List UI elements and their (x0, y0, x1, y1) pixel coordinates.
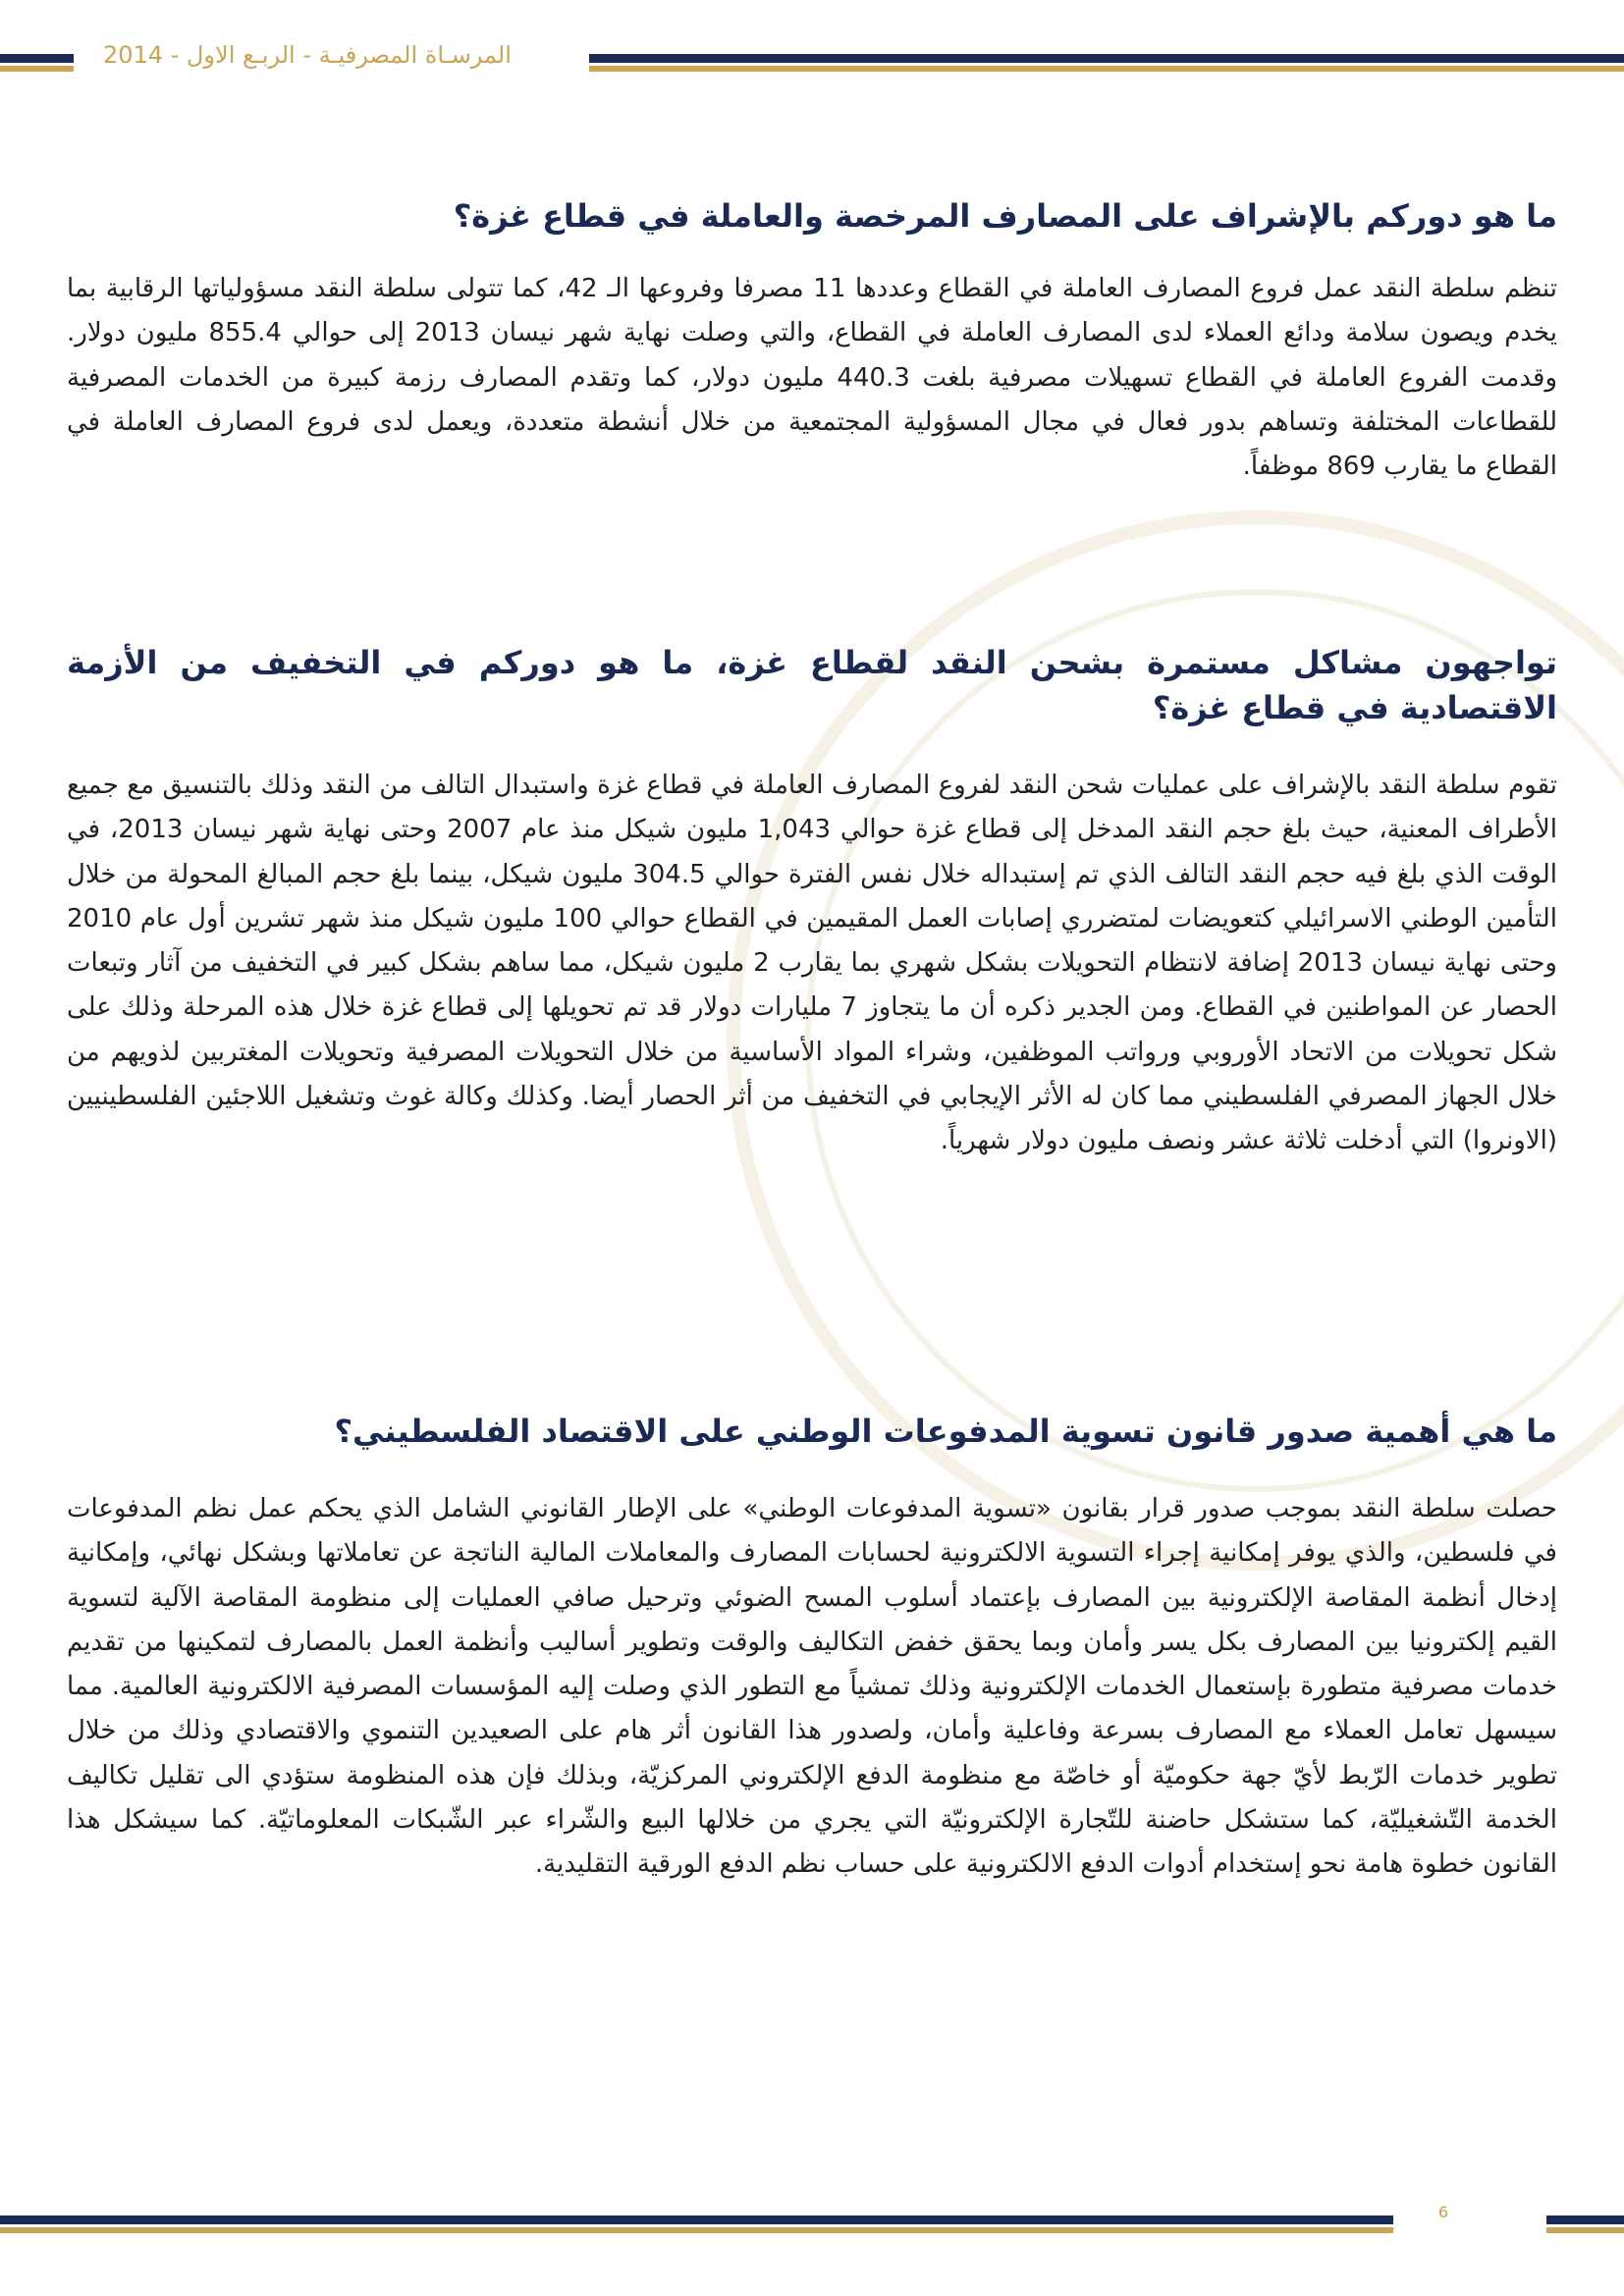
section-heading: ما هو دوركم بالإشراف على المصارف المرخصة والعاملة في قطاع غزة؟ (453, 197, 1557, 235)
section-paragraph: حصلت سلطة النقد بموجب صدور قرار بقانون «تسوية المدفوعات الوطني» على الإطار القانوني الشامل الذي يحكم عمل نظم المدفوعات في فلسطين، والذي يوفر إمكانية إجراء التسوية الالكترونية لحسابات المصارف والمعاملات المالية الناتجة عن تعاملاتها وبشكل نهائي، وإمكانية إدخال أنظمة المقاصة الإلكترونية بين المصارف بإعتماد أسلوب المسح الضوئي وترحيل صافي العمليات إلى منظومة المقاصة الآلية لتسوية القيم إلكترونيا بين المصارف بكل يسر وأمان وبما يحقق خفض التكاليف والوقت وتطوير أساليب وأنظمة العمل بالمصارف لتمكينها من تقديم خدمات مصرفية متطورة بإستعمال الخدمات الإلكترونية وذلك تمشياً مع التطور الذي وصلت إليه المؤسسات المصرفية الالكترونية العالمية. مما سيسهل تعامل العملاء مع المصارف بسرعة وفاعلية وأمان، ولصدور هذا القانون أثر هام على الصعيدين التنموي والاقتصادي وذلك من خلال تطوير خدمات الرّبط لأيّ جهة حكوميّة أو خاصّة مع منظومة الدفع الإلكتروني المركزيّة، وبذلك فإن هذه المنظومة ستؤدي الى تقليل تكاليف الخدمة التّشغيليّة، كما ستشكل حاضنة للتّجارة الإلكترونيّة التي يجري من خلالها البيع والشّراء عبر الشّبكات المعلوماتيّة. كما سيشكل هذا القانون خطوة هامة نحو إستخدام أدوات الدفع الالكترونية على حساب نظم الدفع الورقية التقليدية. (67, 1494, 1557, 1880)
section-supervision-body (67, 267, 1557, 489)
section-cash-shipment (67, 640, 1557, 730)
section-supervision (67, 193, 1557, 239)
section-heading: ما هي أهمية صدور قانون تسوية المدفوعات الوطني على الاقتصاد الفلسطيني؟ (334, 1413, 1557, 1450)
footer-rule-left (0, 2216, 1393, 2233)
footer-rule-right (1546, 2216, 1624, 2233)
header-rule-left (0, 54, 74, 72)
section-cash-shipment-body (67, 764, 1557, 1164)
section-payments-law (67, 1409, 1557, 1454)
section-payments-law-body (67, 1487, 1557, 1888)
page-number: 6 (1437, 2203, 1449, 2221)
running-head: المرسـاة المصرفيـة - الربـع الاول - 2014 (103, 41, 512, 69)
section-heading: تواجهون مشاكل مستمرة بشحن النقد لقطاع غزة، ما هو دوركم في التخفيف من الأزمة الاقتصادية في قطاع غزة؟ (67, 644, 1557, 726)
section-paragraph: تقوم سلطة النقد بالإشراف على عمليات شحن النقد لفروع المصارف العاملة في قطاع غزة واستبدال التالف من النقد وذلك بالتنسيق مع جميع الأطراف المعنية، حيث بلغ حجم النقد المدخل إلى قطاع غزة حوالي 1,043 مليون شيكل منذ عام 2007 وحتى نهاية شهر نيسان 2013، في الوقت الذي بلغ فيه حجم النقد التالف الذي تم إستبداله خلال نفس الفترة حوالي 304.5 مليون شيكل، بينما بلغ حجم المبالغ المحولة من خلال التأمين الوطني الاسرائيلي كتعويضات لمتضرري إصابات العمل المقيمين في القطاع حوالي 100 مليون شيكل منذ شهر تشرين أول عام 2010 وحتى نهاية نيسان 2013 إضافة لانتظام التحويلات بشكل شهري بما يقارب 2 مليون شيكل، مما ساهم بشكل كبير في التخفيف من آثار وتبعات الحصار عن المواطنين في القطاع. ومن الجدير ذكره أن ما يتجاوز 7 مليارات دولار قد تم تحويلها إلى قطاع غزة خلال هذه المرحلة وذلك على شكل تحويلات من الاتحاد الأوروبي ورواتب الموظفين، وشراء المواد الأساسية من خلال التحويلات المصرفية وتحويلات المغتربين لذويهم من خلال الجهاز المصرفي الفلسطيني مما كان له الأثر الإيجابي في التخفيف من أثر الحصار أيضا. وكذلك وكالة غوث وتشغيل اللاجئين الفلسطينيين (الاونروا) التي أدخلت ثلاثة عشر ونصف مليون دولار شهرياً. (67, 771, 1558, 1156)
section-paragraph: تنظم سلطة النقد عمل فروع المصارف العاملة في القطاع وعددها 11 مصرفا وفروعها الـ 42، كما تتولى سلطة النقد مسؤولياتها الرقابية بما يخدم ويصون سلامة ودائع العملاء لدى المصارف العاملة في القطاع، والتي وصلت نهاية شهر نيسان 2013 إلى حوالي 855.4 مليون دولار. وقدمت الفروع العاملة في القطاع تسهيلات مصرفية بلغت 440.3 مليون دولار، كما وتقدم المصارف رزمة كبيرة من الخدمات المصرفية للقطاعات المختلفة وتساهم بدور فعال في مجال المسؤولية المجتمعية من خلال أنشطة متعددة، ويعمل لدى فروع المصارف العاملة في القطاع ما يقارب 869 موظفاً. (67, 274, 1558, 482)
header-rule-right (589, 54, 1624, 72)
